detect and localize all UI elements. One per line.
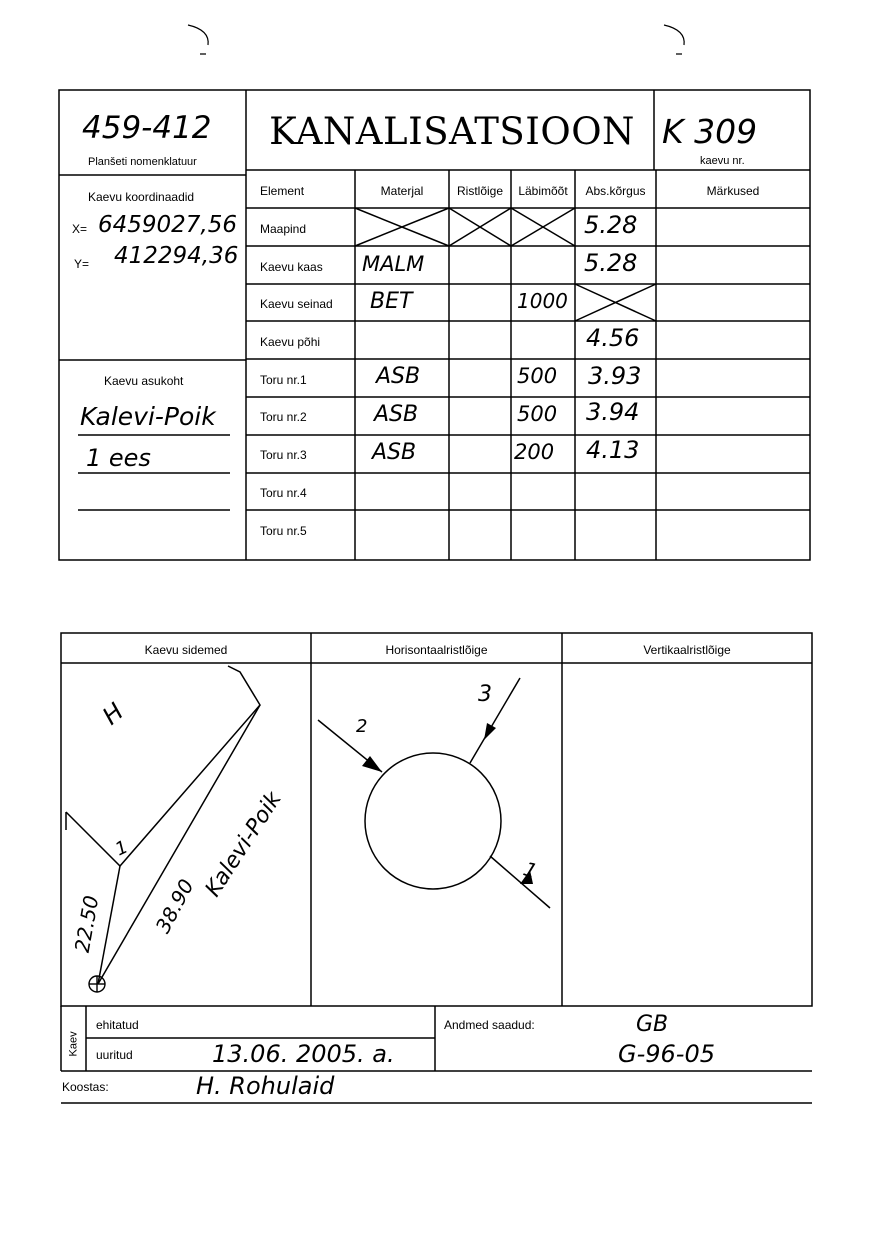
- col-header-diameter: Läbimõõt: [518, 184, 568, 198]
- vertical-section-header: Vertikaalristlõige: [643, 643, 731, 657]
- compiler-value: H. Rohulaid: [196, 1072, 335, 1100]
- ties-header: Kaevu sidemed: [144, 643, 228, 657]
- tie-distance-1: 22.50: [69, 893, 104, 955]
- col-header-material: Materjal: [380, 184, 424, 198]
- row-element: Toru nr.4: [260, 486, 307, 500]
- row-element: Toru nr.2: [260, 410, 307, 424]
- data-source-label: Andmed saadud:: [444, 1018, 535, 1032]
- row-element: Kaevu seinad: [260, 297, 333, 311]
- location-label: Kaevu asukoht: [104, 374, 184, 388]
- built-label: ehitatud: [96, 1018, 139, 1032]
- col-header-cross: Ristlõige: [456, 184, 504, 198]
- pipe-label-3: 3: [478, 682, 492, 707]
- row-element: Toru nr.1: [260, 373, 307, 387]
- row-diameter: 1000: [517, 289, 568, 313]
- row-abs: 4.13: [586, 436, 640, 464]
- surveyed-label: uuritud: [96, 1048, 133, 1062]
- ties-ref: 1: [112, 836, 132, 861]
- pipe-label-1: 1: [520, 856, 541, 884]
- location-line2: 1 ees: [86, 444, 151, 472]
- row-element: Kaevu põhi: [260, 335, 321, 349]
- well-symbol: [89, 976, 105, 992]
- well-side-label: Kaev: [67, 1031, 80, 1057]
- tie-distance-2: 38.90: [150, 875, 199, 937]
- page-title: KANALISATSIOON: [269, 110, 635, 153]
- row-material: BET: [370, 289, 413, 314]
- row-abs: 5.28: [584, 249, 638, 277]
- tie-street: Kalevi-Poik: [200, 787, 287, 902]
- col-header-notes: Märkused: [706, 184, 760, 198]
- row-element: Toru nr.5: [260, 524, 307, 538]
- nomenclature-value: 459-412: [82, 110, 212, 146]
- location-line1: Kalevi-Poik: [80, 402, 216, 431]
- row-material: MALM: [362, 252, 425, 276]
- data-source-value-1: GB: [636, 1012, 669, 1037]
- row-diameter: 500: [517, 402, 558, 426]
- surveyed-value: 13.06. 2005. a.: [212, 1040, 395, 1068]
- row-abs: 3.94: [586, 398, 640, 426]
- row-abs: 4.56: [586, 324, 640, 352]
- compiler-label: Koostas:: [62, 1080, 109, 1094]
- col-header-abs: Abs.kõrgus: [585, 184, 646, 198]
- x-label: X=: [72, 222, 88, 236]
- x-value: 6459027,56: [98, 212, 238, 238]
- row-diameter: 200: [514, 440, 555, 464]
- row-element: Maapind: [260, 222, 307, 236]
- well-number-label: kaevu nr.: [700, 155, 745, 167]
- data-source-value-2: G-96-05: [618, 1040, 715, 1068]
- pipe3-arrow: [484, 723, 496, 740]
- row-diameter: 500: [517, 364, 558, 388]
- y-value: 412294,36: [114, 243, 239, 269]
- col-header-element: Element: [260, 184, 305, 198]
- y-label: Y=: [74, 257, 90, 271]
- coords-label: Kaevu koordinaadid: [88, 190, 195, 204]
- row-abs: 3.93: [588, 362, 642, 390]
- ties-mark-h: H: [97, 697, 129, 731]
- row-material: ASB: [376, 364, 421, 389]
- row-element: Toru nr.3: [260, 448, 307, 462]
- well-number-value: K 309: [662, 112, 758, 151]
- row-abs: 5.28: [584, 211, 638, 239]
- pipe-label-2: 2: [356, 716, 368, 737]
- row-element: Kaevu kaas: [260, 260, 323, 274]
- nomenclature-label: Planšeti nomenklatuur: [88, 156, 197, 168]
- horizontal-section-header: Horisontaalristlõige: [385, 643, 488, 657]
- row-material: ASB: [374, 402, 419, 427]
- row-material: ASB: [372, 440, 417, 465]
